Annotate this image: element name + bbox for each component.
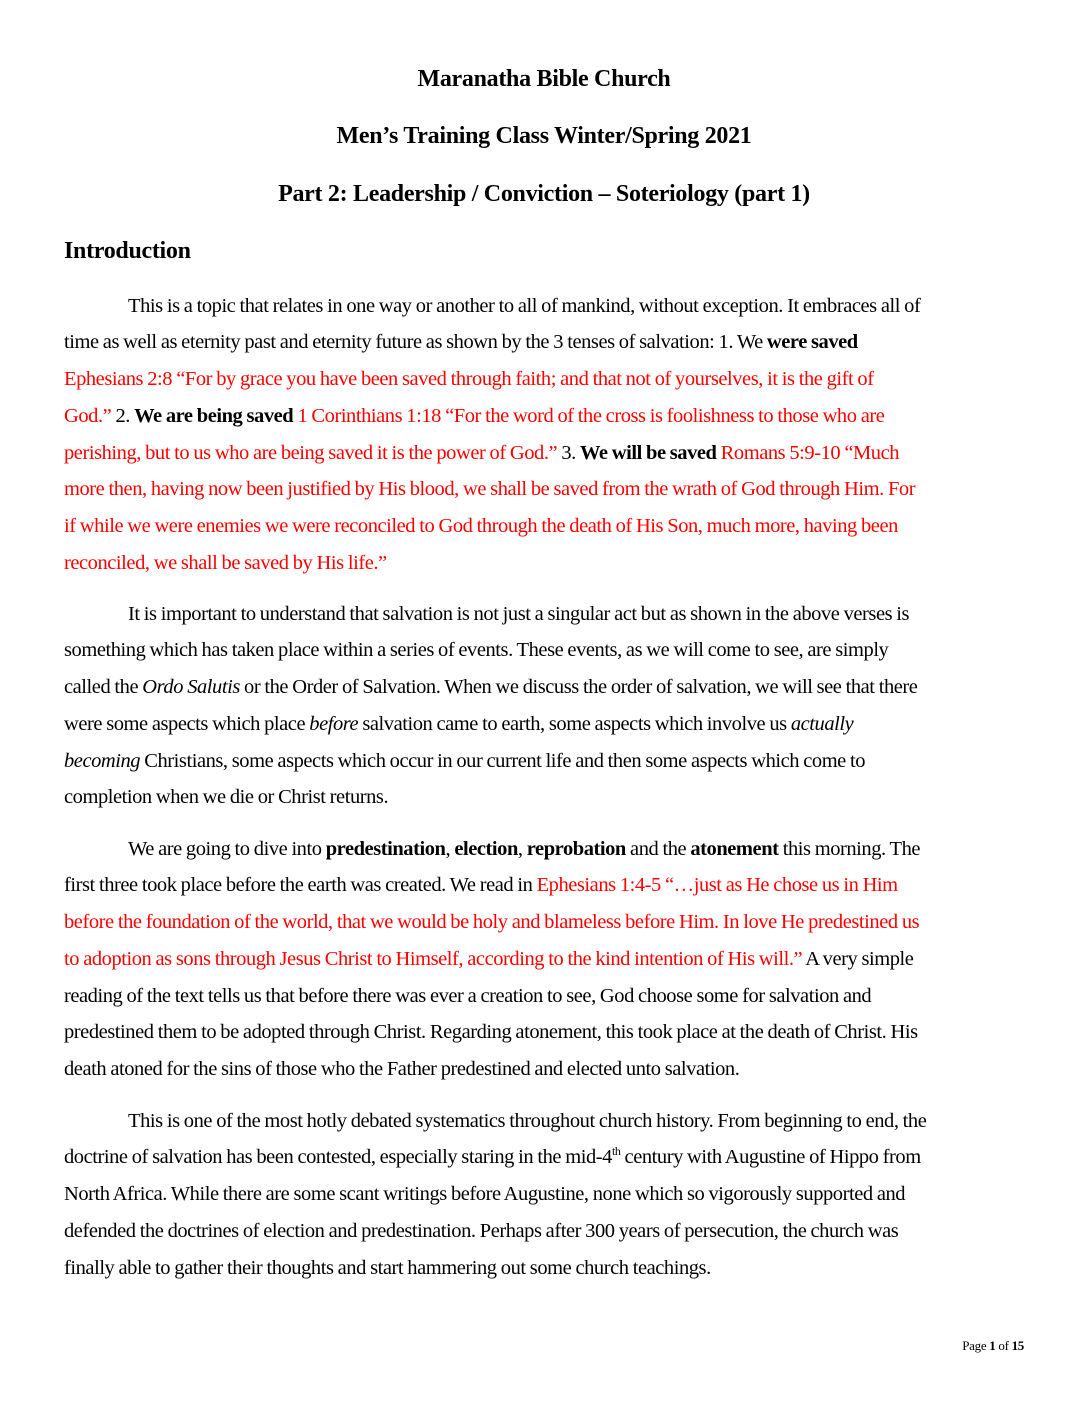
text-run: This is one of the most hotly debated systematics throughout church history. From beginning to end, the (128, 1109, 927, 1132)
text-run: This is a topic that relates in one way or another to all of mankind, without exception. It embraces all of (128, 294, 921, 317)
scripture-quote: perishing, but to us who are being saved it is the power of God.” (64, 441, 558, 464)
text-run: this morning. The (778, 837, 921, 860)
text-line (128, 288, 920, 325)
text-run: finally able to gather their thoughts and start hammering out some church teachings. (64, 1256, 711, 1279)
page-label: Page (962, 1338, 987, 1353)
text-line (64, 904, 919, 941)
text-run: 2. (111, 404, 135, 427)
italic-text: Ordo Salutis (142, 676, 240, 698)
text-line (64, 508, 898, 545)
text-line (64, 706, 853, 743)
bold-text: We are being saved (134, 404, 294, 427)
church-name: Maranatha Bible Church (417, 66, 671, 92)
bold-text: We will be saved (579, 441, 717, 464)
page-of-label: of (998, 1338, 1009, 1353)
scripture-quote: if while we were enemies we were reconciled to God through the death of His Son, much more, having been (64, 515, 898, 537)
text-run: 3. (557, 441, 580, 464)
text-line (64, 398, 884, 435)
text-run: time as well as eternity past and eternity future as shown by the 3 tenses of salvation: 1. We (64, 331, 767, 354)
bold-text: election (454, 837, 518, 860)
text-line (128, 831, 920, 868)
scripture-quote: more then, having now been justified by His blood, we shall be saved from the wrath of God through Him. For (64, 478, 916, 501)
text-line (64, 435, 899, 472)
bold-text: atonement (690, 837, 779, 860)
text-run: North Africa. While there are some scant writings before Augustine, none which so vigorously supported and (64, 1183, 906, 1205)
section-heading: Introduction (64, 238, 191, 264)
text-line (64, 1213, 898, 1250)
text-run: were some aspects which place (64, 712, 310, 735)
scripture-quote: Ephesians 2:8 “For by grace you have been saved through faith; and that not of yourselves, it is the gift of (64, 368, 874, 390)
text-run: first three took place before the earth was created. We read in (64, 874, 537, 897)
text-run: , (445, 837, 455, 860)
text-line (64, 1014, 918, 1051)
text-line (64, 941, 913, 978)
text-line (64, 1250, 711, 1287)
scripture-quote: Ephesians 1:4-5 “…just as He chose us in Him (536, 874, 898, 897)
text-run: , (517, 837, 527, 860)
text-run: century with Augustine of Hippo from (620, 1146, 921, 1169)
text-line (64, 669, 917, 706)
bold-text: were saved (766, 331, 858, 354)
text-line (128, 1103, 926, 1140)
part-title: Part 2: Leadership / Conviction – Soteriology (part 1) (278, 181, 810, 207)
text-line (64, 779, 388, 816)
text-line (64, 1139, 921, 1176)
text-line (64, 1176, 905, 1213)
text-line (64, 471, 915, 508)
text-run: Christians, some aspects which occur in our current life and then some aspects which come to (140, 749, 866, 772)
page-current: 1 (989, 1338, 996, 1353)
text-run: and the (625, 837, 691, 860)
italic-text: becoming (64, 749, 141, 772)
text-run: A very simple (802, 947, 914, 970)
text-run: something which has taken place within a series of events. These events, as we will come to see, are simply (64, 639, 889, 662)
text-line (64, 743, 865, 780)
text-run: completion when we die or Christ returns. (64, 786, 389, 809)
text-line (64, 545, 387, 582)
page-total: 15 (1011, 1338, 1024, 1353)
italic-text: actually (790, 712, 854, 735)
italic-text: before (309, 712, 359, 735)
text-run: called the (64, 676, 143, 698)
text-line (64, 632, 888, 669)
text-line (64, 361, 874, 398)
scripture-quote: reconciled, we shall be saved by His life.” (64, 551, 387, 574)
class-title: Men’s Training Class Winter/Spring 2021 (336, 123, 752, 149)
page-number (962, 1338, 1024, 1354)
text-run: or the Order of Salvation. When we discuss the order of salvation, we will see that there (239, 676, 918, 698)
text-run: reading of the text tells us that before there was ever a creation to see, God choose some for salvation and (64, 984, 872, 1007)
text-line (64, 867, 898, 904)
scripture-quote: God.” (64, 404, 112, 427)
text-run: It is important to understand that salvation is not just a singular act but as shown in the above verses is (128, 602, 910, 625)
text-run: salvation came to earth, some aspects which involve us (358, 712, 791, 735)
text-run: We are going to dive into (128, 837, 326, 860)
scripture-quote: before the foundation of the world, that we would be holy and blameless before Him. In love He predestined us (64, 911, 920, 933)
text-line (64, 1051, 739, 1088)
scripture-quote: 1 Corinthians 1:18 “For the word of the cross is foolishness to those who are (293, 404, 885, 427)
text-line (128, 596, 909, 633)
bold-text: reprobation (526, 837, 626, 860)
text-run: predestined them to be adopted through Christ. Regarding atonement, this took place at the death of Christ. His (64, 1021, 918, 1044)
text-run: defended the doctrines of election and predestination. Perhaps after 300 years of persecution, the church was (64, 1219, 899, 1242)
text-run: doctrine of salvation has been contested, especially staring in the mid-4 (64, 1146, 612, 1169)
text-line (64, 324, 858, 361)
text-run: death atoned for the sins of those who the Father predestined and elected unto salvation. (64, 1058, 740, 1080)
scripture-quote: Romans 5:9-10 “Much (716, 441, 900, 464)
text-line (64, 978, 871, 1015)
superscript: th (611, 1144, 621, 1159)
scripture-quote: to adoption as sons through Jesus Christ to Himself, according to the kind intention of His will.” (64, 947, 803, 970)
bold-text: predestination (325, 837, 446, 860)
